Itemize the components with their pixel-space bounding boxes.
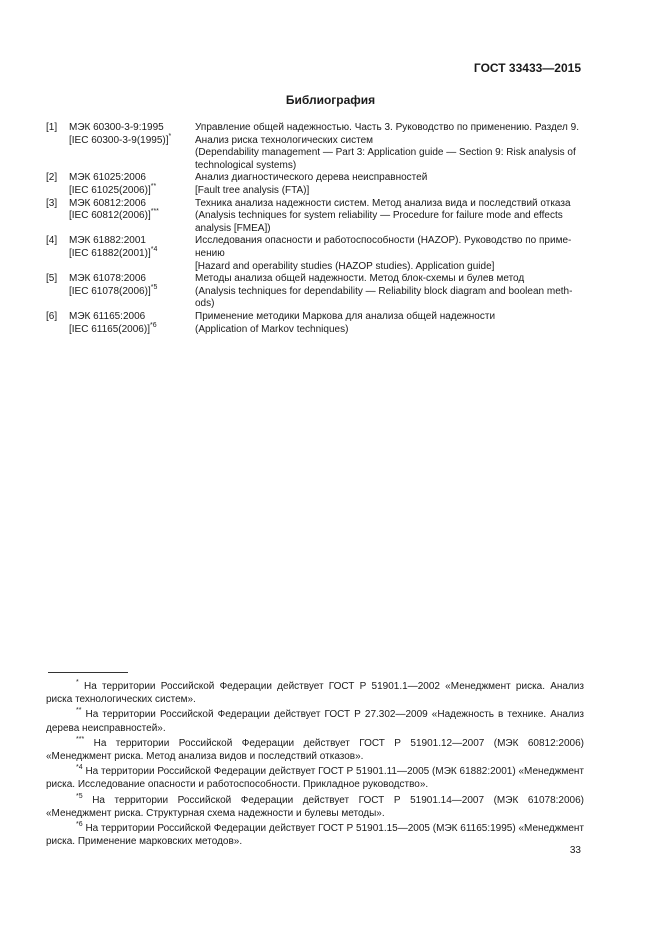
- entry-description: [195, 311, 584, 336]
- footnote: [46, 737, 584, 763]
- footnote-mark: *6: [149, 321, 157, 329]
- page-title: Библиография: [285, 93, 376, 107]
- entry-number: [5]: [46, 273, 58, 285]
- footnote-mark: *4: [150, 245, 158, 253]
- entry-description: [195, 235, 584, 273]
- desc-line: нению: [195, 247, 225, 259]
- entry-description: [195, 273, 584, 311]
- desc-line: (Analysis techniques for system reliability — Procedure for failure mode and effects: [195, 210, 563, 222]
- footnote-mark: **: [150, 182, 157, 190]
- footnote-mark: ***: [150, 208, 159, 216]
- desc-line: (Application of Markov techniques): [195, 323, 349, 335]
- desc-line: Анализ риска технологических систем: [195, 134, 374, 146]
- footnote: [46, 794, 584, 820]
- entry-number: [1]: [46, 122, 58, 133]
- footnote-text: На территории Российской Федерации действует ГОСТ Р 51901.14—2007 (МЭК 61078:2006) «Менеджмент риска. Структурная схема надежности и булевы методы».: [46, 794, 584, 819]
- entry-description: [195, 122, 584, 172]
- entry-codes: [69, 273, 195, 311]
- footnote-text: На территории Российской Федерации действует ГОСТ Р 51901.12—2007 (МЭК 60812:2006) «Менеджмент риска. Метод анализа видов и последствий отказов».: [46, 737, 584, 763]
- footnote-text: На территории Российской Федерации действует ГОСТ Р 27.302—2009 «Надежность в технике. Анализ дерева неисправностей».: [46, 709, 584, 734]
- desc-line: (Analysis techniques for dependability — Reliability block diagram and boolean meth-: [195, 285, 573, 297]
- iec-code: [IEC 60300-3-9(1995)]: [69, 134, 169, 146]
- footnote: [46, 680, 584, 706]
- entry-code-iec: [69, 245, 195, 261]
- entry-code-ru: МЭК 61882:2001: [69, 235, 146, 247]
- bibliography-entry: [46, 273, 584, 311]
- entry-code-ru: МЭК 61165:2006: [69, 310, 146, 322]
- footnotes: [46, 680, 584, 850]
- entry-number: [6]: [46, 310, 58, 322]
- iec-code: [IEC 60812(2006)]: [69, 210, 151, 222]
- entry-number: [3]: [46, 197, 58, 209]
- entry-code-ru: МЭК 61078:2006: [69, 273, 146, 285]
- footnote-text: На территории Российской Федерации действует ГОСТ Р 51901.15—2005 (МЭК 61165:1995) «Менеджмент риска. Применение марковских методов».: [46, 823, 584, 848]
- entry-code-iec: [69, 182, 195, 198]
- desc-line: Исследования опасности и работоспособности (HAZOP). Руководство по приме-: [195, 235, 572, 247]
- desc-line: technological systems): [195, 159, 297, 171]
- entry-description: [195, 172, 584, 197]
- entry-code-ru: МЭК 61025:2006: [69, 172, 146, 184]
- entry-number: [2]: [46, 172, 58, 184]
- desc-line: Анализ диагностического дерева неисправностей: [195, 172, 428, 184]
- bibliography-entry: [46, 311, 584, 336]
- iec-code: [IEC 61078(2006)]: [69, 285, 151, 297]
- iec-code: [IEC 61025(2006)]: [69, 184, 151, 196]
- footnote-mark: *5: [76, 792, 83, 800]
- entry-code-iec: [69, 283, 195, 299]
- desc-line: Управление общей надежностью. Часть 3. Руководство по применению. Раздел 9.: [195, 122, 579, 133]
- footnote-mark: *: [76, 679, 79, 686]
- footnote-mark: *5: [150, 283, 158, 291]
- entry-description: [195, 198, 584, 236]
- entry-codes: [69, 311, 195, 336]
- desc-line: Методы анализа общей надежности. Метод блок-схемы и булев метод: [195, 273, 525, 285]
- footnote-text: На территории Российской Федерации действует ГОСТ Р 51901.11—2005 (МЭК 61882:2001) «Менеджмент риска. Исследование опасности и работоспособности. Прикладное руководство».: [46, 766, 584, 791]
- desc-line: (Dependability management — Part 3: Application guide — Section 9: Risk analysis of: [195, 147, 576, 159]
- desc-line: ods): [195, 298, 215, 310]
- footnote-mark: ***: [76, 735, 85, 743]
- desc-line: analysis [FMEA]): [195, 222, 271, 234]
- entry-code-iec: [69, 132, 195, 148]
- entry-code-iec: [69, 321, 195, 337]
- bibliography-entry: [46, 172, 584, 197]
- entry-number: [4]: [46, 235, 58, 247]
- page-number: 33: [569, 845, 581, 856]
- footnote-mark: *6: [76, 821, 83, 829]
- entry-codes: [69, 198, 195, 236]
- entry-code-ru: МЭК 60812:2006: [69, 197, 146, 209]
- footnote-divider: [48, 672, 128, 673]
- entry-code-ru: МЭК 60300-3-9:1995: [69, 122, 164, 133]
- desc-line: [Fault tree analysis (FTA)]: [195, 184, 310, 196]
- entry-codes: [69, 172, 195, 197]
- desc-line: Применение методики Маркова для анализа общей надежности: [195, 310, 496, 322]
- entry-codes: [69, 122, 195, 172]
- entry-code-iec: [69, 210, 195, 223]
- bibliography-entry: [46, 122, 584, 172]
- entry-codes: [69, 235, 195, 273]
- desc-line: Техника анализа надежности систем. Метод анализа вида и последствий отказа: [195, 197, 571, 209]
- footnote: [46, 765, 584, 791]
- footnote-text: На территории Российской Федерации действует ГОСТ Р 51901.1—2002 «Менеджмент риска. Анализ риска технологических систем».: [46, 681, 584, 706]
- iec-code: [IEC 61165(2006)]: [69, 323, 150, 335]
- bibliography-list: [46, 122, 584, 336]
- footnote: [46, 708, 584, 734]
- footnote-mark: *4: [76, 764, 83, 772]
- footnote-mark: *: [168, 132, 172, 140]
- iec-code: [IEC 61882(2001)]: [69, 247, 151, 259]
- footnote-mark: **: [76, 707, 82, 715]
- desc-line: [Hazard and operability studies (HAZOP studies). Application guide]: [195, 260, 495, 272]
- document-id: ГОСТ 33433—2015: [473, 61, 581, 75]
- bibliography-entry: [46, 198, 584, 236]
- bibliography-entry: [46, 235, 584, 273]
- footnote: [46, 822, 584, 848]
